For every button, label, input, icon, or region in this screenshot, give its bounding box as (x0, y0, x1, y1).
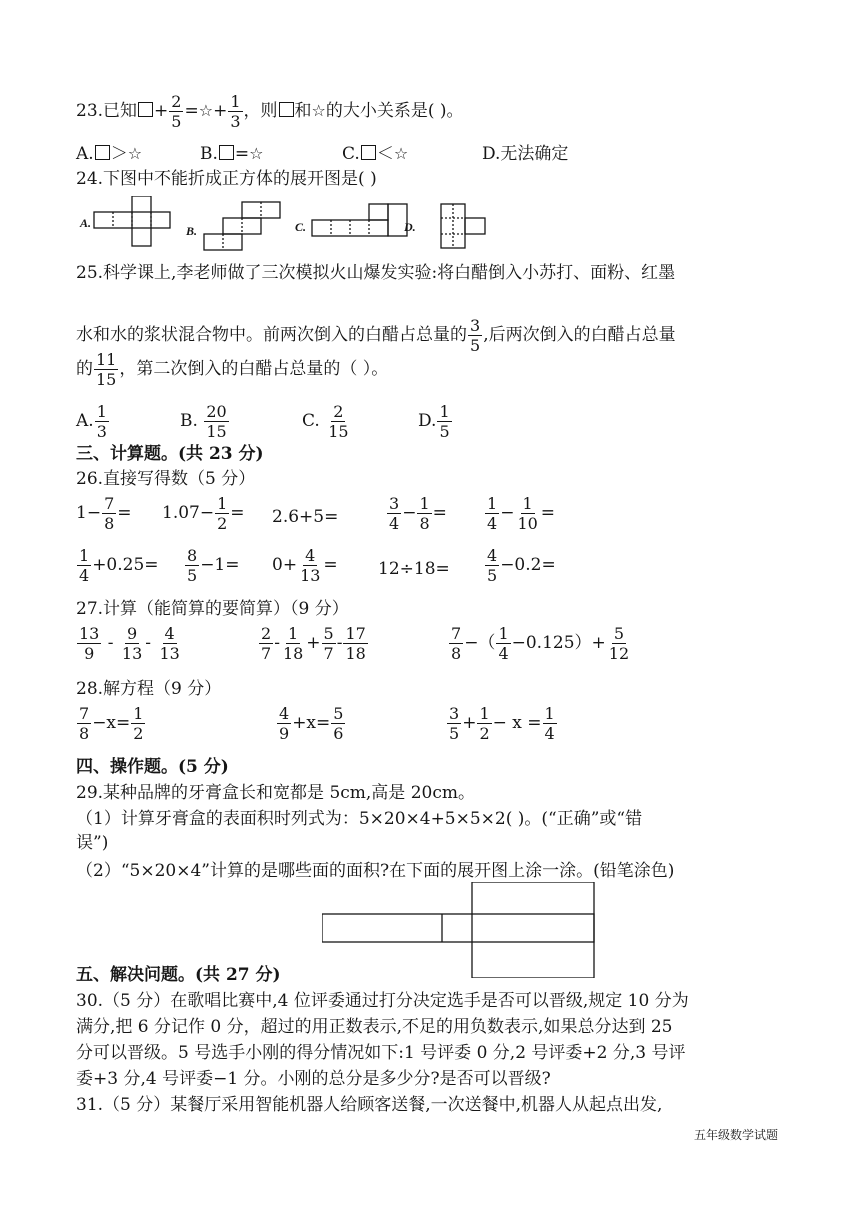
q24-label-d: D. (404, 220, 416, 234)
q25-option-d: D. $\frac{1}{5}$ (418, 402, 450, 441)
q25-line3: 的 $\frac{11}{15}$ ，第二次倒入的白醋占总量的（ ）。 (76, 350, 389, 389)
q30-line4: 委+3 分,4 号评委−1 分。小刚的总分是多少分?是否可以晋级? (76, 1069, 551, 1089)
q23-text-a: 已知 (103, 101, 138, 121)
q25-line2: 水和水的浆状混合物中。前两次倒入的白醋占总量的 $\frac{3}{5}$ ,后两次倒入的白醋占总量 (76, 316, 676, 355)
q25-options (76, 402, 496, 442)
section-4-heading: 四、操作题。(5 分) (76, 757, 229, 777)
q28-equation-3: $\frac{3}{5}$ + $\frac{1}{2}$ − x = $\frac{1}{4}$ (449, 704, 555, 743)
q25-option-c: C. $\frac{2}{15}$ (302, 402, 349, 441)
star-icon: ☆ (311, 101, 326, 120)
fraction: $\frac{1}{3}$ (230, 92, 241, 131)
q29-part1-line1: （1）计算牙膏盒的表面积时列式为：5×20×4+5×5×2( )。(“正确”或“错 (76, 809, 643, 829)
q31-line1: 31.（5 分）某餐厅采用智能机器人给顾客送餐,一次送餐中,机器人从起点出发, (76, 1095, 663, 1115)
q25-line1: 25.科学课上,李老师做了三次模拟火山爆发实验:将白醋倒入小苏打、面粉、红墨 (76, 263, 676, 283)
fraction: $\frac{11}{15}$ (96, 350, 117, 389)
q28-equations (76, 704, 696, 748)
star-icon: ☆ (127, 144, 143, 163)
q25-option-a: A. $\frac{1}{3}$ (76, 402, 107, 441)
q30-line3: 分可以晋级。5 号选手小刚的得分情况如下:1 号评委 0 分,2 号评委+2 分,3 号评 (76, 1043, 686, 1063)
cube-net-d (441, 204, 485, 248)
q27-title: 27.计算（能简算的要简算）（9 分） (76, 599, 349, 619)
q24-label-c: C. (295, 220, 307, 234)
q23-number: 23. (76, 101, 104, 121)
fraction: $\frac{2}{5}$ (171, 92, 182, 131)
q26-row2 (76, 546, 596, 590)
square-symbol (361, 145, 376, 160)
q24-label-b: B. (186, 224, 198, 238)
q23-option-d: D.无法确定 (482, 144, 569, 164)
square-symbol (279, 102, 294, 117)
section-5-heading: 五、解决问题。(共 27 分) (76, 965, 281, 985)
q26-item: 2.6+5= (272, 507, 339, 527)
q25-option-b: B. $\frac{20}{15}$ (180, 402, 227, 441)
q23-line: 23.已知 + $\frac{2}{5}$ =☆+ $\frac{1}{3}$ ，则 和☆的大小关系是( )。 (76, 92, 464, 131)
q27-expression-2: $\frac{2}{7}$ - $\frac{1}{18}$ + $\frac{5}{7}$ - $\frac{17}{18}$ (261, 624, 366, 663)
square-symbol (138, 102, 153, 117)
q26-item: $\frac{4}{5}$ −0.2= (487, 546, 556, 585)
square-symbol (95, 145, 110, 160)
q26-item: $\frac{1}{4}$ − $\frac{1}{10}$ = (487, 494, 556, 533)
q29-part1-line2: 误”) (76, 833, 109, 853)
square-symbol (219, 145, 234, 160)
q30-line2: 满分,把 6 分记作 0 分，超过的用正数表示,不足的用负数表示,如果总分达到 25 (76, 1017, 673, 1037)
q27-expressions (76, 624, 696, 668)
cube-net-c (312, 204, 407, 236)
q26-item: 12÷18= (378, 559, 450, 579)
q24-cube-nets (76, 196, 496, 252)
q27-expression-1: $\frac{13}{9}$ - $\frac{9}{13}$ - $\frac{4}{13}$ (79, 624, 180, 663)
page-footer: 五年级数学试题 (694, 1128, 779, 1142)
star-icon: ☆ (198, 101, 214, 120)
q26-item: 0+ $\frac{4}{13}$ = (272, 546, 338, 585)
q27-expression-3: $\frac{7}{8}$ −（ $\frac{1}{4}$ −0.125）+ $\frac{5}{12}$ (451, 624, 630, 663)
q26-item: $\frac{1}{4}$ +0.25= (79, 546, 159, 585)
q30-line1: 30.（5 分）在歌唱比赛中,4 位评委通过打分决定选手是否可以晋级,规定 10 分为 (76, 991, 689, 1011)
q26-item: 1− $\frac{7}{8}$ = (76, 494, 132, 533)
q24-question: 24.下图中不能折成正方体的展开图是( ) (76, 169, 377, 189)
q28-equation-1: $\frac{7}{8}$ −x= $\frac{1}{2}$ (79, 704, 144, 743)
q26-item: $\frac{8}{5}$ −1= (187, 546, 240, 585)
q23-option-a: A. ＞☆ (76, 144, 143, 164)
q26-item: $\frac{3}{4}$ − $\frac{1}{8}$ = (389, 494, 447, 533)
q28-title: 28.解方程（9 分） (76, 679, 222, 699)
section-3-heading: 三、计算题。(共 23 分) (76, 444, 264, 464)
q26-row1 (76, 494, 596, 538)
q26-title: 26.直接写得数（5 分） (76, 469, 256, 489)
q28-equation-2: $\frac{4}{9}$ +x= $\frac{5}{6}$ (279, 704, 344, 743)
q23-option-b: B. =☆ (200, 144, 264, 164)
star-icon: ☆ (393, 144, 409, 163)
q26-item: 1.07− $\frac{1}{2}$ = (162, 494, 245, 533)
toothpaste-box-net (322, 882, 642, 978)
star-icon: ☆ (249, 144, 264, 163)
q24-label-a: A. (80, 216, 92, 230)
q29-intro: 29.某种品牌的牙膏盒长和宽都是 5cm,高是 20cm。 (76, 783, 475, 803)
cube-net-diagram (76, 196, 496, 252)
q23-option-c: C. ＜☆ (342, 144, 409, 164)
fraction: $\frac{3}{5}$ (470, 316, 481, 355)
cube-net-a (94, 196, 170, 246)
q29-part2: （2）“5×20×4”计算的是哪些面的面积?在下面的展开图上涂一涂。(铅笔涂色) (76, 861, 675, 881)
cube-net-b (204, 202, 280, 250)
